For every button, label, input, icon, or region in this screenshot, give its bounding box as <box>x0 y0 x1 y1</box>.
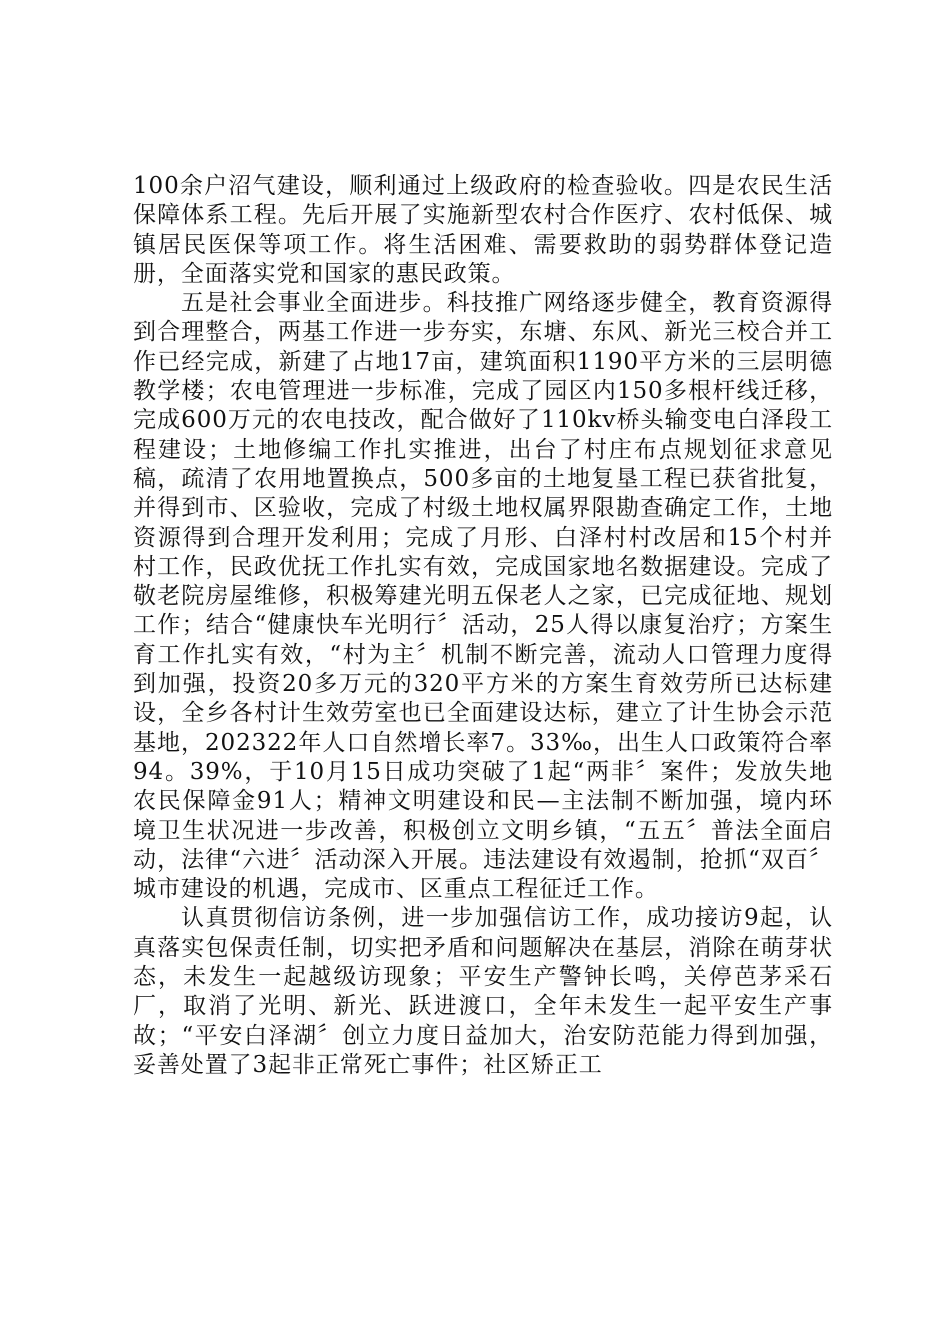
paragraph-2: 五是社会事业全面进步。科技推广网络逐步健全，教育资源得到合理整合，两基工作进一步夯实，东塘、东风、新光三校合并工作已经完成，新建了占地17亩，建筑面积1190平方米的三层明德教学楼；农电管理进一步标准，完成了园区内150多根杆线迁移，完成600万元的农电技改，配合做好了110kv桥头输变电白泽段工程建设；土地修编工作扎实推进，出台了村庄布点规划征求意见稿，疏清了农用地置换点，500多亩的土地复垦工程已获省批复，并得到市、区验收，完成了村级土地权属界限勘查确定工作，土地资源得到合理开发利用；完成了月形、白泽村村改居和15个村并村工作，民政优抚工作扎实有效，完成国家地名数据建设。完成了敬老院房屋维修，积极筹建光明五保老人之家，已完成征地、规划工作；结合“健康快车光明行〞活动，25人得以康复治疗；方案生育工作扎实有效，“村为主〞机制不断完善，流动人口管理力度得到加强，投资20多万元的320平方米的方案生育效劳所已达标建设，全乡各村计生效劳室也已全面建设达标，建立了计生协会示范基地，202322年人口自然增长率7。33‰，出生人口政策符合率94。39%，于10月15日成功突破了1起“两非〞案件；发放失地农民保障金91人；精神文明建设和民—主法制不断加强，境内环境卫生状况进一步改善，积极创立文明乡镇，“五五〞普法全面启动，法律“六进〞活动深入开展。违法建设有效遏制，抢抓“双百〞城市建设的机遇，完成市、区重点工程征迁工作。 <box>133 290 833 903</box>
paragraph-3: 认真贯彻信访条例，进一步加强信访工作，成功接访9起，认真落实包保责任制，切实把矛盾和问题解决在基层，消除在萌芽状态，未发生一起越级访现象；平安生产警钟长鸣，关停芭茅采石厂，取消了光明、新光、跃进渡口，全年未发生一起平安生产事故；“平安白泽湖〞创立力度日益加大，治安防范能力得到加强，妥善处置了3起非正常死亡事件；社区矫正工 <box>133 905 833 1078</box>
document-body <box>133 172 833 1080</box>
paragraph-1: 100余户沼气建设，顺利通过上级政府的检查验收。四是农民生活保障体系工程。先后开展了实施新型农村合作医疗、农村低保、城镇居民医保等项工作。将生活困难、需要救助的弱势群体登记造册，全面落实党和国家的惠民政策。 <box>133 173 833 287</box>
